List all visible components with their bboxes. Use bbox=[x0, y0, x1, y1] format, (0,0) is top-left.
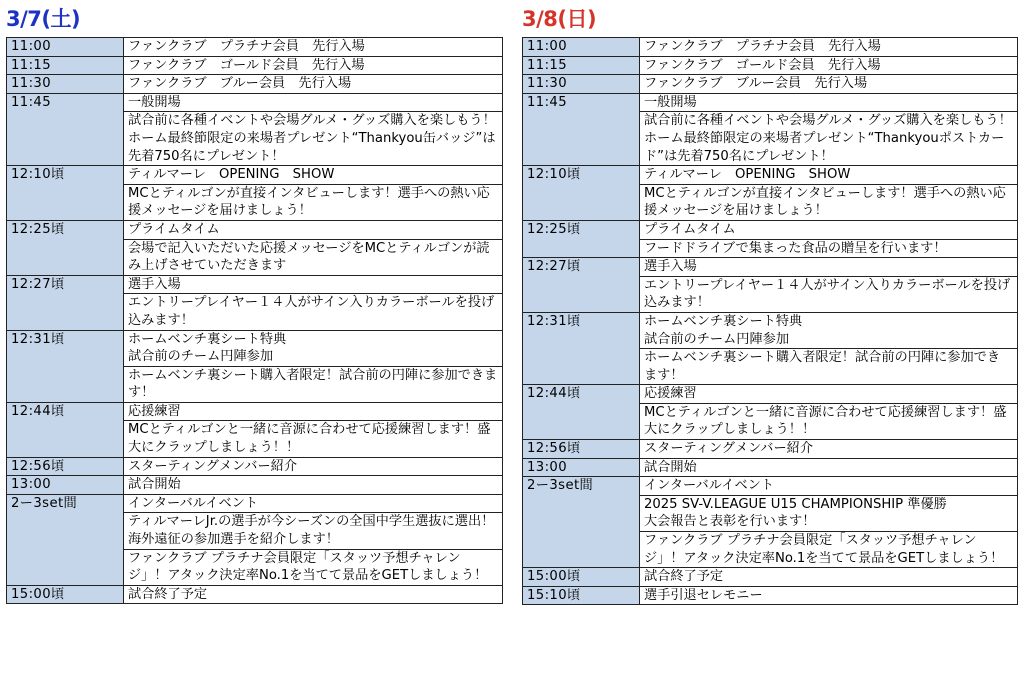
event-title: 一般開場 bbox=[640, 93, 1018, 112]
schedule-row bbox=[523, 385, 1018, 404]
event-title: ティルマーレ OPENING SHOW bbox=[640, 166, 1018, 185]
schedule-row bbox=[7, 275, 503, 294]
event-detail: エントリープレイヤー１４人がサイン入りカラーボールを投げ込みます！ bbox=[124, 294, 503, 330]
event-detail: ティルマーレJr.の選手が今シーズンの全国中学生選抜に選出！海外遠征の参加選手を紹介します！ bbox=[124, 513, 503, 549]
schedule-table bbox=[6, 37, 503, 604]
time-cell: 12:44頃 bbox=[7, 402, 124, 457]
event-title: インターバルイベント bbox=[124, 494, 503, 513]
schedule-row bbox=[523, 56, 1018, 75]
schedule-row bbox=[523, 568, 1018, 587]
event-detail: エントリープレイヤー１４人がサイン入りカラーボールを投げ込みます！ bbox=[640, 276, 1018, 312]
event-title: インターバルイベント bbox=[640, 477, 1018, 496]
event-title: 選手引退セレモニー bbox=[640, 586, 1018, 605]
time-cell: 12:31頃 bbox=[523, 312, 640, 384]
event-title: 試合終了予定 bbox=[124, 585, 503, 604]
event-title: ファンクラブ プラチナ会員 先行入場 bbox=[640, 38, 1018, 57]
time-cell: 11:30 bbox=[7, 75, 124, 94]
time-cell: 2ー3set間 bbox=[523, 477, 640, 568]
time-cell: 15:00頃 bbox=[7, 585, 124, 604]
time-cell: 12:10頃 bbox=[7, 166, 124, 221]
event-title: ホームベンチ裏シート特典 試合前のチーム円陣参加 bbox=[124, 330, 503, 366]
event-detail: フードドライブで集まった食品の贈呈を行います！ bbox=[640, 239, 1018, 258]
time-cell: 11:45 bbox=[7, 93, 124, 165]
schedule-row bbox=[7, 220, 503, 239]
time-cell: 12:31頃 bbox=[7, 330, 124, 402]
time-cell: 12:10頃 bbox=[523, 166, 640, 221]
schedule-row bbox=[7, 585, 503, 604]
event-detail: ホームベンチ裏シート購入者限定！試合前の円陣に参加できます！ bbox=[124, 366, 503, 402]
event-title: ファンクラブ ゴールド会員 先行入場 bbox=[124, 56, 503, 75]
event-title: 選手入場 bbox=[124, 275, 503, 294]
event-title: 選手入場 bbox=[640, 258, 1018, 277]
schedule-row bbox=[523, 75, 1018, 94]
schedule-row bbox=[523, 93, 1018, 112]
schedule-row bbox=[523, 477, 1018, 496]
event-title: スターティングメンバー紹介 bbox=[124, 457, 503, 476]
event-title: ファンクラブ ブルー会員 先行入場 bbox=[640, 75, 1018, 94]
event-title: ファンクラブ ゴールド会員 先行入場 bbox=[640, 56, 1018, 75]
schedule-row bbox=[523, 312, 1018, 348]
time-cell: 11:30 bbox=[523, 75, 640, 94]
schedule-row bbox=[7, 457, 503, 476]
schedule-row bbox=[7, 166, 503, 185]
day-title: 3/7(土) bbox=[6, 7, 81, 31]
event-title: 応援練習 bbox=[124, 402, 503, 421]
schedule-row bbox=[7, 330, 503, 366]
schedule-row bbox=[7, 476, 503, 495]
event-detail: MCとティルゴンと一緒に音源に合わせて応援練習します！盛大にクラップしましょう！！ bbox=[124, 421, 503, 457]
time-cell: 12:27頃 bbox=[7, 275, 124, 330]
event-title: 試合開始 bbox=[640, 458, 1018, 477]
event-title: 試合終了予定 bbox=[640, 568, 1018, 587]
event-title: プライムタイム bbox=[124, 220, 503, 239]
time-cell: 12:44頃 bbox=[523, 385, 640, 440]
time-cell: 15:10頃 bbox=[523, 586, 640, 605]
event-title: ホームベンチ裏シート特典 試合前のチーム円陣参加 bbox=[640, 312, 1018, 348]
event-detail: MCとティルゴンが直接インタビューします！選手への熱い応援メッセージを届けましょう！ bbox=[640, 184, 1018, 220]
event-title: スターティングメンバー紹介 bbox=[640, 440, 1018, 459]
event-detail: 2025 SV-V.LEAGUE U15 CHAMPIONSHIP 準優勝 大会報告と表彰を行います！ bbox=[640, 495, 1018, 531]
time-cell: 13:00 bbox=[523, 458, 640, 477]
event-detail: 会場で記入いただいた応援メッセージをMCとティルゴンが読み上げさせていただきます bbox=[124, 239, 503, 275]
schedule-row bbox=[7, 38, 503, 57]
schedule-row bbox=[523, 258, 1018, 277]
schedule-row bbox=[7, 402, 503, 421]
schedule-row bbox=[7, 494, 503, 513]
schedule-row bbox=[523, 586, 1018, 605]
time-cell: 15:00頃 bbox=[523, 568, 640, 587]
time-cell: 2ー3set間 bbox=[7, 494, 124, 585]
event-title: 一般開場 bbox=[124, 93, 503, 112]
schedule-row bbox=[523, 440, 1018, 459]
time-cell: 12:25頃 bbox=[523, 220, 640, 257]
time-cell: 11:45 bbox=[523, 93, 640, 165]
schedule-day-2 bbox=[522, 4, 1018, 605]
time-cell: 11:15 bbox=[523, 56, 640, 75]
time-cell: 11:00 bbox=[523, 38, 640, 57]
schedule-row bbox=[7, 56, 503, 75]
schedule-row bbox=[7, 93, 503, 112]
time-cell: 13:00 bbox=[7, 476, 124, 495]
event-title: ティルマーレ OPENING SHOW bbox=[124, 166, 503, 185]
event-detail: 試合前に各種イベントや会場グルメ・グッズ購入を楽しもう！ホーム最終節限定の来場者プレゼント“Thankyou缶バッジ”は先着750名にプレゼント！ bbox=[124, 112, 503, 166]
schedule-row bbox=[7, 75, 503, 94]
time-cell: 11:15 bbox=[7, 56, 124, 75]
event-detail: 試合前に各種イベントや会場グルメ・グッズ購入を楽しもう！ホーム最終節限定の来場者プレゼント“Thankyouポストカード”は先着750名にプレゼント！ bbox=[640, 112, 1018, 166]
event-detail: ファンクラブ プラチナ会員限定「スタッツ予想チャレンジ」！アタック決定率No.1を当てて景品をGETしましょう！ bbox=[640, 532, 1018, 568]
schedule-row bbox=[523, 458, 1018, 477]
time-cell: 12:56頃 bbox=[7, 457, 124, 476]
schedule-row bbox=[523, 38, 1018, 57]
event-title: プライムタイム bbox=[640, 220, 1018, 239]
event-title: ファンクラブ プラチナ会員 先行入場 bbox=[124, 38, 503, 57]
schedule-row bbox=[523, 220, 1018, 239]
time-cell: 12:25頃 bbox=[7, 220, 124, 275]
event-detail: ファンクラブ プラチナ会員限定「スタッツ予想チャレンジ」！アタック決定率No.1を当てて景品をGETしましょう！ bbox=[124, 549, 503, 585]
event-detail: ホームベンチ裏シート購入者限定！試合前の円陣に参加できます！ bbox=[640, 349, 1018, 385]
event-detail: MCとティルゴンと一緒に音源に合わせて応援練習します！盛大にクラップしましょう！！ bbox=[640, 403, 1018, 439]
day-title: 3/8(日) bbox=[522, 7, 597, 31]
time-cell: 12:56頃 bbox=[523, 440, 640, 459]
time-cell: 11:00 bbox=[7, 38, 124, 57]
event-detail: MCとティルゴンが直接インタビューします！選手への熱い応援メッセージを届けましょう！ bbox=[124, 184, 503, 220]
event-title: ファンクラブ ブルー会員 先行入場 bbox=[124, 75, 503, 94]
schedule-day-1 bbox=[6, 4, 503, 604]
schedule-row bbox=[523, 166, 1018, 185]
schedule-table bbox=[522, 37, 1018, 605]
event-title: 試合開始 bbox=[124, 476, 503, 495]
event-title: 応援練習 bbox=[640, 385, 1018, 404]
time-cell: 12:27頃 bbox=[523, 258, 640, 313]
